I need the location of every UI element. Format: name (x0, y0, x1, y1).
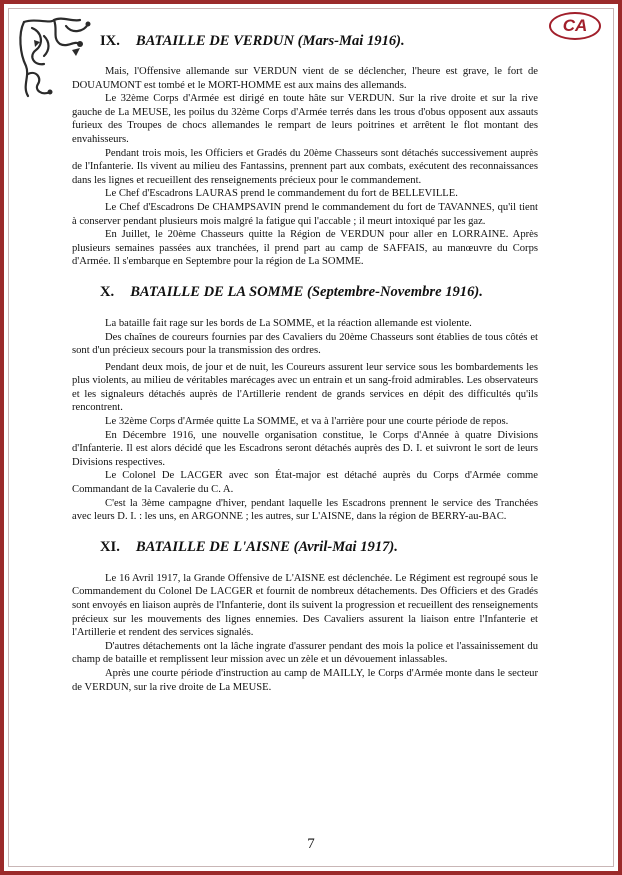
paragraph: Pendant deux mois, de jour et de nuit, les Coureurs assurent leur service sous les bombardements les plus violents, au milieu de véritables marécages avec un entrain et un sang-froid admirables. Les observateurs et les signaleurs détachés auprès de l'Artillerie rendent de grands services en dépit des difficultés qu'ils rencontrent. (72, 361, 538, 414)
section-heading-ix (100, 32, 538, 50)
document-body (72, 32, 538, 694)
paragraph: Le 32ème Corps d'Armée quitte La SOMME, et va à l'arrière pour une courte période de repos. (105, 416, 509, 428)
paragraph: Le 16 Avril 1917, la Grande Offensive de L'AISNE est déclenchée. Le Régiment est regroupé sous le Commandement du Colonel De LACGER et fournit de nombreux détachements. Des Officiers et des Gradés sont envoyés en liaison auprès de l'Infanterie, dont ils suivent la progression et recueillent des renseignements précieux sur les mouvements des lignes ennemies. Des Cavaliers assurent la liaison entre l'Infanterie et l'Artillerie et rendent des services signalés. (72, 572, 538, 639)
paragraph: Le Chef d'Escadrons LAURAS prend le commandement du fort de BELLEVILLE. (105, 188, 458, 200)
paragraph: Mais, l'Offensive allemande sur VERDUN vient de se déclencher, l'heure est grave, le fort de DOUAUMONT est tombé et le MORT-HOMME est aux mains des allemands. (72, 66, 538, 91)
section-heading-xi (100, 538, 538, 556)
ca-logo (549, 12, 601, 40)
page-number: 7 (307, 836, 315, 852)
paragraph: C'est la 3ème campagne d'hiver, pendant laquelle les Escadrons prennent le service des Tranchées avec leurs D. I. : les uns, en ARGONNE ; les autres, sur L'AISNE, dans la région de BERRY-au-BAC. (72, 497, 538, 523)
ca-logo-text: CA (562, 16, 588, 35)
paragraph: La bataille fait rage sur les bords de La SOMME, et la réaction allemande est violente. (105, 317, 472, 329)
section-number: X. (100, 283, 115, 300)
paragraph: En Juillet, le 20ème Chasseurs quitte la Région de VERDUN pour aller en LORRAINE. Après plusieurs semaines passées aux tranchées, il prend part au camp de SAFFAIS, au manœuvre du Corps d'Armée. Il s'embarque en Septembre pour la région de La SOMME. (72, 229, 538, 268)
paragraph: Des chaînes de coureurs fournies par des Cavaliers du 20ème Chasseurs sont établies de tous côtés et sont d'un précieux secours pour la transmission des ordres. (72, 331, 538, 357)
paragraph: Le 32ème Corps d'Armée est dirigé en toute hâte sur VERDUN. Sur la rive droite et sur la rive gauche de La MEUSE, les poilus du 32ème Corps d'Armée terrés dans les trous d'obus opposent aux assauts furieux des Troupes de chocs allemandes le rempart de leurs poitrines et arrêtent le flot montant des envahisseurs. (72, 93, 538, 145)
paragraph: Pendant trois mois, les Officiers et Gradés du 20ème Chasseurs sont détachés successivement auprès de l'Infanterie. Ils vivent au milieu des Fantassins, prennent part aux combats, exécutent des reconnaissances dans les lignes et recueillent des renseignements précieux pour le commandement. (72, 147, 538, 186)
section-number: IX. (100, 33, 120, 49)
paragraph: Le Chef d'Escadrons De CHAMPSAVIN prend le commandement du fort de TAVANNES, qu'il tient à conserver pendant plusieurs mois malgré la fatigue qui l'accable ; il meurt intoxiqué par les gaz. (72, 201, 538, 227)
section-number: XI. (100, 538, 120, 555)
paragraph: En Décembre 1916, une nouvelle organisation constitue, le Corps d'Année à quatre Divisions d'Infanterie. Il est alors décidé que les Escadrons seront détachés auprès des D. I. et suivront le sort de leurs Divisions respectives. (72, 429, 538, 468)
section-heading-x (100, 283, 538, 301)
paragraph: Le Colonel De LACGER avec son État-major est détaché auprès du Corps d'Armée comme Commandant de la Cavalerie du C. A. (72, 470, 538, 496)
section-title: BATAILLE DE VERDUN (Mars-Mai 1916). (135, 33, 405, 49)
paragraph: Après une courte période d'instruction au camp de MAILLY, le Corps d'Armée monte dans le secteur de VERDUN, sur la rive droite de La MEUSE. (72, 667, 538, 693)
paragraph: D'autres détachements ont la lâche ingrate d'assurer pendant des mois la police et l'assainissement du champ de bataille et remplissent leur mission avec un zèle et un dévouement inlassables. (72, 640, 538, 666)
section-title: BATAILLE DE LA SOMME (Septembre-Novembre 1916). (130, 283, 483, 300)
section-title: BATAILLE DE L'AISNE (Avril-Mai 1917). (135, 538, 398, 555)
